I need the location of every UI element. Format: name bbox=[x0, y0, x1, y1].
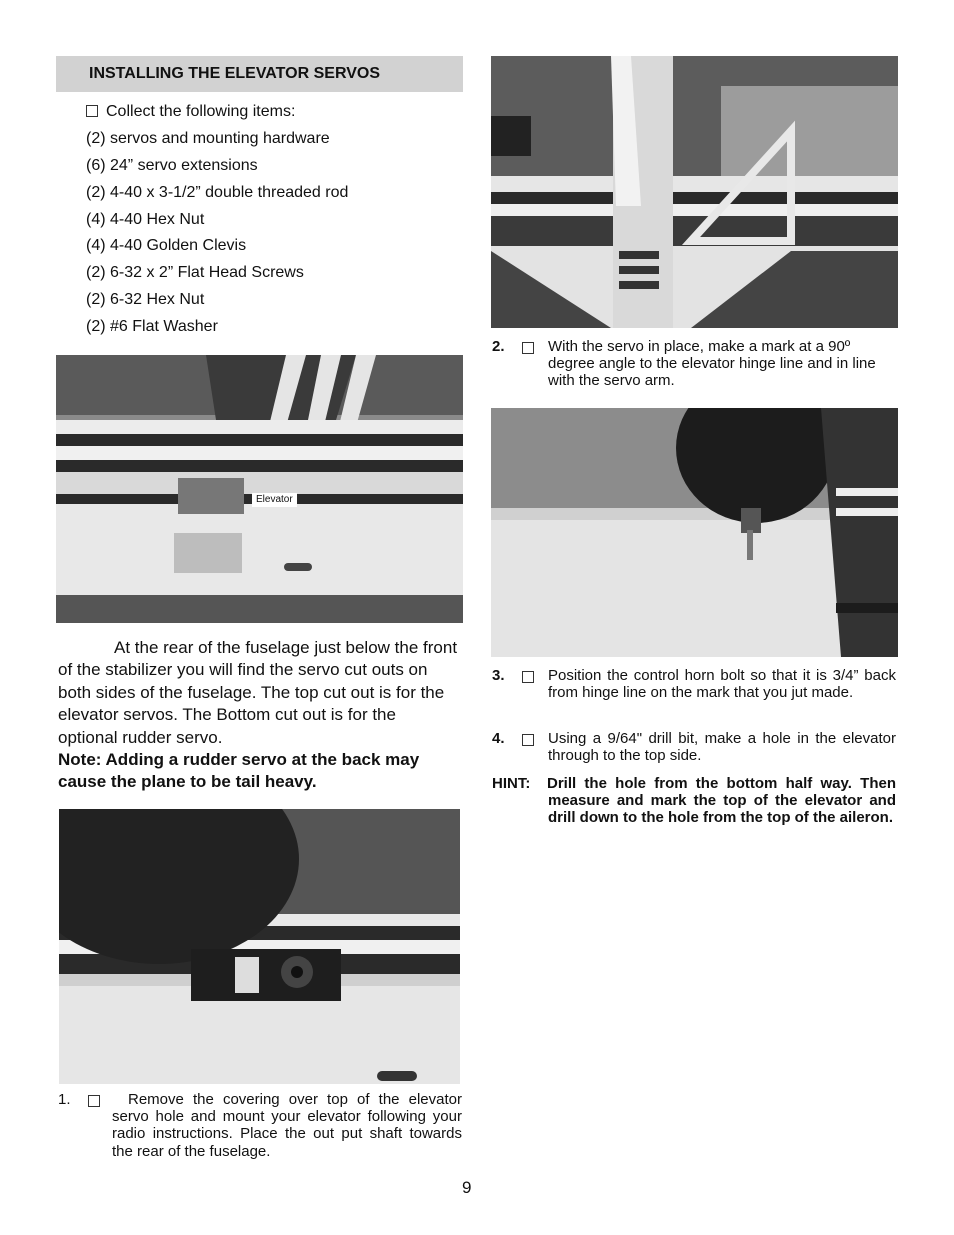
page-number: 9 bbox=[462, 1178, 472, 1197]
section-title: INSTALLING THE ELEVATOR SERVOS bbox=[56, 56, 463, 92]
photo-servo-mount bbox=[59, 809, 460, 1084]
photo-drilling bbox=[491, 408, 898, 657]
step-text: With the servo in place, make a mark at a 90º degree angle to the elevator hinge line and in line with the servo arm. bbox=[548, 338, 876, 390]
list-item: (2) 6-32 Hex Nut bbox=[86, 291, 205, 309]
step-text: Using a 9/64" drill bit, make a hole in the elevator through to the top side. bbox=[548, 730, 896, 765]
list-item: (2) servos and mounting hardware bbox=[86, 129, 330, 147]
parts-list bbox=[86, 102, 466, 344]
list-item: (2) 6-32 x 2” Flat Head Screws bbox=[86, 264, 304, 282]
list-item: (4) 4-40 Hex Nut bbox=[86, 210, 205, 228]
step-text: Position the control horn bolt so that it is 3/4” back from hinge line on the mark that you jut made. bbox=[548, 667, 896, 702]
step-text: Remove the covering over top of the elevator servo hole and mount your elevator following your radio instructions. Place the out put shaft towards the rear of the fuselage. bbox=[112, 1091, 462, 1160]
tail-heavy-note: Note: Adding a rudder servo at the back may cause the plane to be tail heavy. bbox=[58, 750, 420, 792]
checkbox-icon bbox=[86, 105, 98, 117]
hint-label: HINT: bbox=[492, 775, 531, 792]
step-number: 1. bbox=[58, 1091, 71, 1108]
list-item: (4) 4-40 Golden Clevis bbox=[86, 237, 247, 255]
list-item bbox=[86, 102, 466, 129]
paragraph-body: At the rear of the fuselage just below the front of the stabilizer you will find the servo cut outs on both sides of the fuselage. The top cut out is for the elevator servos. The Bottom cut out is for the optional rudder servo. bbox=[58, 638, 458, 747]
step-3 bbox=[492, 667, 898, 723]
hint-text: Drill the hole from the bottom half way. Then measure and mark the top of the elevator and drill down to the hole from the top of the aileron. bbox=[547, 775, 896, 827]
checkbox-icon[interactable] bbox=[522, 671, 534, 683]
step-2 bbox=[492, 338, 898, 394]
step-number: 4. bbox=[492, 730, 505, 747]
list-item: (2) 4-40 x 3-1/2” double threaded rod bbox=[86, 183, 349, 201]
checkbox-icon[interactable] bbox=[522, 342, 534, 354]
step-number: 3. bbox=[492, 667, 505, 684]
photo-marking bbox=[491, 56, 898, 328]
checkbox-icon[interactable] bbox=[88, 1095, 100, 1107]
photo-servo-cutouts bbox=[56, 355, 463, 623]
checkbox-icon[interactable] bbox=[522, 734, 534, 746]
elevator-label: Elevator bbox=[252, 493, 297, 507]
step-4 bbox=[492, 730, 898, 770]
fuselage-paragraph bbox=[58, 637, 458, 794]
list-intro: Collect the following items: bbox=[106, 103, 296, 120]
hint bbox=[492, 775, 898, 847]
list-item: (6) 24” servo extensions bbox=[86, 156, 258, 174]
step-number: 2. bbox=[492, 338, 505, 355]
step-1 bbox=[58, 1091, 464, 1163]
list-item: (2) #6 Flat Washer bbox=[86, 318, 218, 336]
